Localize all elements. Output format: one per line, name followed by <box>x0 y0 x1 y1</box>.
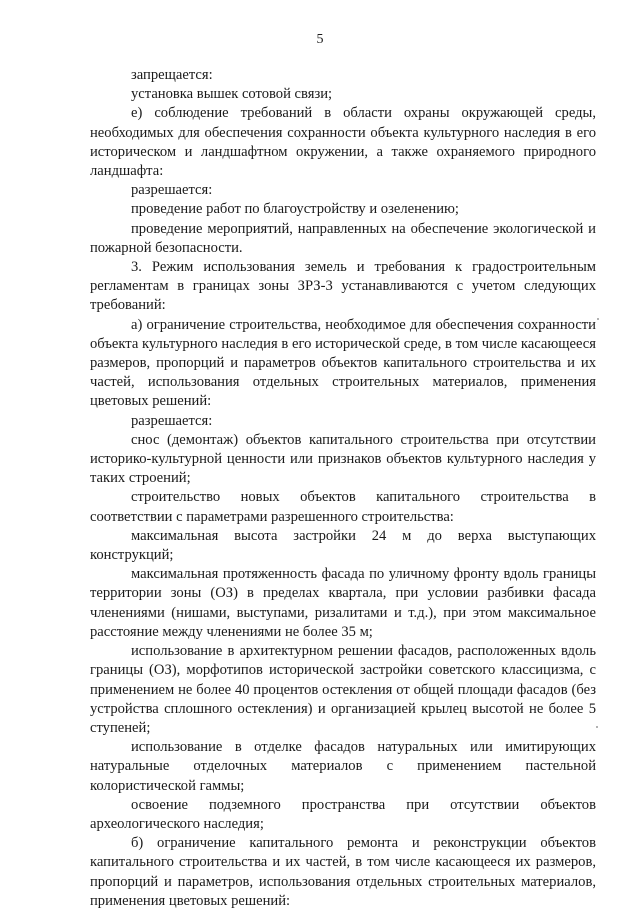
paragraph-max-height: максимальная высота застройки 24 м до верха выступающих конструкций; <box>90 527 596 564</box>
paragraph-landscaping: проведение работ по благоустройству и озеленению; <box>131 201 459 218</box>
paragraph-eco-fire-safety: проведение мероприятий, направленных на обеспечение экологической и пожарной безопасности. <box>90 220 596 256</box>
paragraph-item-a-construction-limits: а) ограничение строительства, необходимое для обеспечения сохранности объекта культурного наследия в его исторической среде, в том числе касающееся размеров, пропорций и параметров объектов капитального строительства и их частей, использования отдельных строительных материалов, применения цветовых решений: <box>90 316 596 410</box>
paragraph-underground-space: освоение подземного пространства при отсутствии объектов археологического наследия; <box>90 796 596 832</box>
paragraph-prohibited-heading: запрещается: <box>131 67 213 83</box>
paragraph-demolition: снос (демонтаж) объектов капитального строительства при отсутствии историко-культурной ценности или признаков объектов культурного наследия у таких строений; <box>90 431 596 487</box>
page-body <box>90 66 596 911</box>
paragraph-section-3-zrz3: 3. Режим использования земель и требования к градостроительным регламентам в границах зоны ЗРЗ-3 устанавливаются с учетом следующих требований: <box>90 259 596 314</box>
scan-speck <box>596 726 598 728</box>
paragraph-item-b-repair-limits: б) ограничение капитального ремонта и реконструкции объектов капитального строительства и их частей, в том числе касающееся их размеров, пропорций и параметров, использования отдельных строительных материалов, применения цветовых решений: <box>90 835 596 909</box>
page-number: 5 <box>316 32 324 47</box>
paragraph-item-e-environment: е) соблюдение требований в области охраны окружающей среды, необходимых для обеспечения сохранности объекта культурного наследия в его историческом и ландшафтном окружении, а также охраняемого природного ландшафта: <box>90 105 596 180</box>
paragraph-cell-towers: установка вышек сотовой связи; <box>131 86 333 103</box>
paragraph-permitted-heading-2: разрешается: <box>131 412 213 429</box>
paragraph-new-construction: строительство новых объектов капитального строительства в соответствии с параметрами разрешенного строительства: <box>90 489 596 525</box>
paragraph-architectural-solution: использование в архитектурном решении фасадов, расположенных вдоль границы (ОЗ), морфотипов исторической застройки советского классицизма, с применением не более 40 процентов остекления от общей площади фасадов (без устройства сплошного остекления) и организацией крылец высотой не более 5 ступеней; <box>90 643 596 736</box>
scan-speck <box>597 318 599 320</box>
paragraph-facade-length: максимальная протяженность фасада по уличному фронту вдоль границы территории зоны (ОЗ) в пределах квартала, при условии разбивки фасада членениями (нишами, выступами, ризалитами и т.д.), при этом максимальное расстояние между членениями не более 35 м; <box>90 566 596 640</box>
paragraph-permitted-heading: разрешается: <box>131 182 213 199</box>
paragraph-facade-finishing: использование в отделке фасадов натуральных или имитирующих натуральные отделочных материалов с применением пастельной колористической гаммы; <box>90 739 596 794</box>
